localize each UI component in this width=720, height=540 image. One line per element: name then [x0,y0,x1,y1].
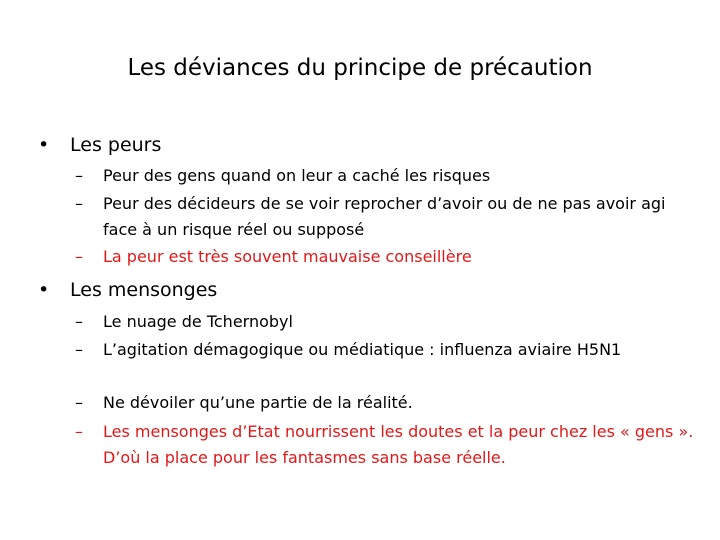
dash-icon: – [75,194,83,213]
sub-item-text: Peur des gens quand on leur a caché les risques [103,166,491,185]
dash-icon: – [75,312,83,331]
dash-icon: – [75,340,83,359]
bullet-icon: • [38,134,50,156]
sub-item [75,191,695,243]
sub-item-text: Les mensonges d’Etat nourrissent les doutes et la peur chez les « gens ». D’où la place pour les fantasmes sans base réelle. [103,422,694,467]
sub-item-text: Le nuage de Tchernobyl [103,312,293,331]
sub-item-text: L’agitation démagogique ou médiatique : influenza aviaire H5N1 [103,340,622,359]
bullet-heading: Les mensonges [70,279,218,301]
bullet-icon: • [38,279,50,301]
sub-item-text: Ne dévoiler qu’une partie de la réalité. [103,393,413,412]
dash-icon: – [75,422,83,441]
dash-icon: – [75,393,83,412]
dash-icon: – [75,166,83,185]
sub-item-text: Peur des décideurs de se voir reprocher d’avoir ou de ne pas avoir agi face à un risque réel ou supposé [103,194,666,239]
sub-item [75,390,695,416]
sub-item-emphasis [75,419,695,471]
sub-item [75,337,695,363]
dash-icon: – [75,247,83,266]
sub-item-emphasis [75,244,695,270]
sub-item [75,309,695,335]
sub-item-text: La peur est très souvent mauvaise conseillère [103,247,472,266]
bullet-heading: Les peurs [70,134,162,156]
sub-item [75,163,695,189]
slide-title: Les déviances du principe de précaution [127,55,593,81]
